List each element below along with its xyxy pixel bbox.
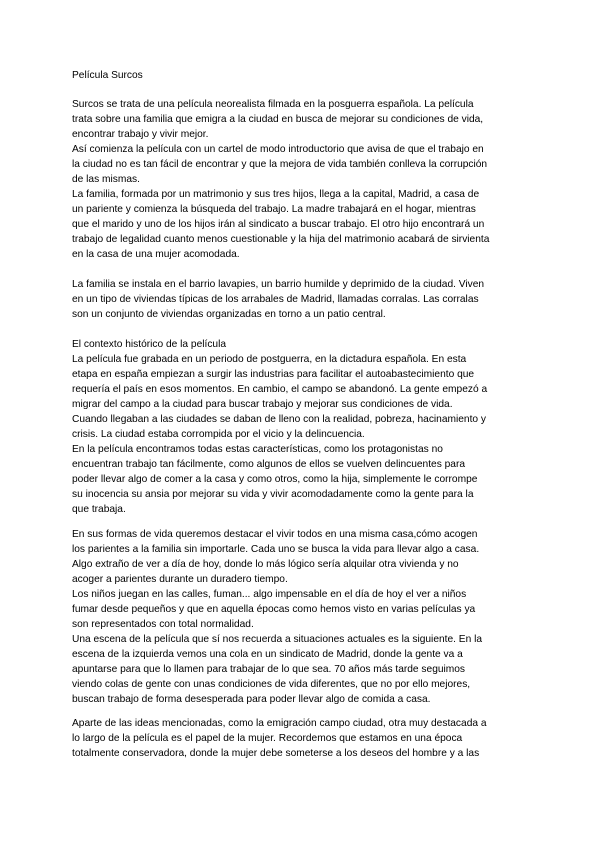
text-line: La familia, formada por un matrimonio y sus tres hijos, llega a la capital, Madrid, a casa de: [72, 189, 480, 200]
text-line: en la casa de una mujer acomodada.: [72, 249, 240, 260]
text-line: los parientes a la familia sin importarle. Cada uno se busca la vida para llevar algo a casa.: [72, 544, 480, 555]
document-title: Película Surcos: [72, 70, 143, 81]
text-line: Los niños juegan en las calles, fuman... algo impensable en el día de hoy el ver a niños: [72, 589, 467, 600]
text-line: su inocencia su ansia por mejorar su vida y vivir acomodadamente como la gente para la: [72, 489, 474, 500]
text-line: crisis. La ciudad estaba corrompida por el vicio y la delincuencia.: [72, 429, 365, 440]
text-line: En la película encontramos todas estas características, como los protagonistas no: [72, 444, 443, 455]
text-line: un pariente y comienza la búsqueda del trabajo. La madre trabajará en el hogar, mientras: [72, 204, 476, 215]
text-line: En sus formas de vida queremos destacar el vivir todos en una misma casa,cómo acogen: [72, 529, 478, 540]
text-line: apuntarse para que lo llamen para trabajar de lo que sea. 70 años más tarde seguimos: [72, 664, 466, 675]
text-line: etapa en españa empiezan a surgir las industrias para facilitar el autoabastecimiento que: [72, 369, 475, 380]
text-line: que trabaja.: [72, 504, 126, 515]
text-line: Una escena de la película que sí nos recuerda a situaciones actuales es la siguiente. En la: [72, 634, 483, 645]
text-line: lo largo de la película es el papel de la mujer. Recordemos que estamos en una época: [72, 733, 463, 744]
text-line: Algo extraño de ver a día de hoy, donde lo más lógico sería alquilar otra vivienda y no: [72, 559, 459, 570]
paragraph-intro: [72, 97, 542, 262]
paragraph-formas-de-vida: [72, 527, 542, 707]
text-line: son representados con total normalidad.: [72, 619, 254, 630]
text-line: buscan trabajo de forma desesperada para poder llevar algo de comida a casa.: [72, 694, 431, 705]
text-line: de las mismas.: [72, 174, 140, 185]
text-line: migrar del campo a la ciudad para buscar trabajo y mejorar sus condiciones de vida.: [72, 399, 453, 410]
paragraph-barrio: [72, 277, 542, 322]
text-line: trabajo de legalidad cuanto menos cuestionable y la hija del matrimonio acabará de sirvienta: [72, 234, 490, 245]
text-line: poder llevar algo de comer a la casa y como otros, como la hija, simplemente le corrompe: [72, 474, 478, 485]
text-line: escena de la izquierda vemos una cola en un sindicato de Madrid, donde la gente va a: [72, 649, 463, 660]
text-line: Surcos se trata de una película neorealista filmada en la posguerra española. La película: [72, 99, 474, 110]
section-heading: El contexto histórico de la película: [72, 339, 227, 350]
paragraph-contexto: [72, 337, 542, 517]
text-line: fumar desde pequeños y que en aquella épocas como hemos visto en varias películas ya: [72, 604, 476, 615]
text-line: que el marido y uno de los hijos irán al sindicato a buscar trabajo. El otro hijo encontrará un: [72, 219, 485, 230]
text-line: trata sobre una familia que emigra a la ciudad en busca de mejorar su condiciones de vida,: [72, 114, 484, 125]
text-line: requería el país en esos momentos. En cambio, el campo se abandonó. La gente empezó a: [72, 384, 488, 395]
text-line: La familia se instala en el barrio lavapies, un barrio humilde y deprimido de la ciudad. Viven: [72, 279, 485, 290]
text-line: Cuando llegaban a las ciudades se daban de lleno con la realidad, pobreza, hacinamiento y: [72, 414, 487, 425]
text-line: Así comienza la película con un cartel de modo introductorio que avisa de que el trabajo en: [72, 144, 484, 155]
text-line: son un conjunto de viviendas organizadas en torno a un patio central.: [72, 309, 386, 320]
text-line: encontrar trabajo y vivir mejor.: [72, 129, 209, 140]
text-line: viendo colas de gente con unas condiciones de vida diferentes, que no por ello mejores,: [72, 679, 471, 690]
text-line: acoger a parientes durante un duradero tiempo.: [72, 574, 288, 585]
text-line: Aparte de las ideas mencionadas, como la emigración campo ciudad, otra muy destacada a: [72, 718, 487, 729]
paragraph-mujer: [72, 716, 542, 761]
text-line: La película fue grabada en un periodo de postguerra, en la dictadura española. En esta: [72, 354, 467, 365]
text-line: en un tipo de viviendas típicas de los arrabales de Madrid, llamadas corralas. Las corralas: [72, 294, 479, 305]
text-line: encuentran trabajo tan fácilmente, como algunos de ellos se vuelven delincuentes para: [72, 459, 466, 470]
text-line: la ciudad no es tan fácil de encontrar y que la mejora de vida también conlleva la corrupción: [72, 159, 488, 170]
text-line: totalmente conservadora, donde la mujer debe someterse a los deseos del hombre y a las: [72, 748, 480, 759]
